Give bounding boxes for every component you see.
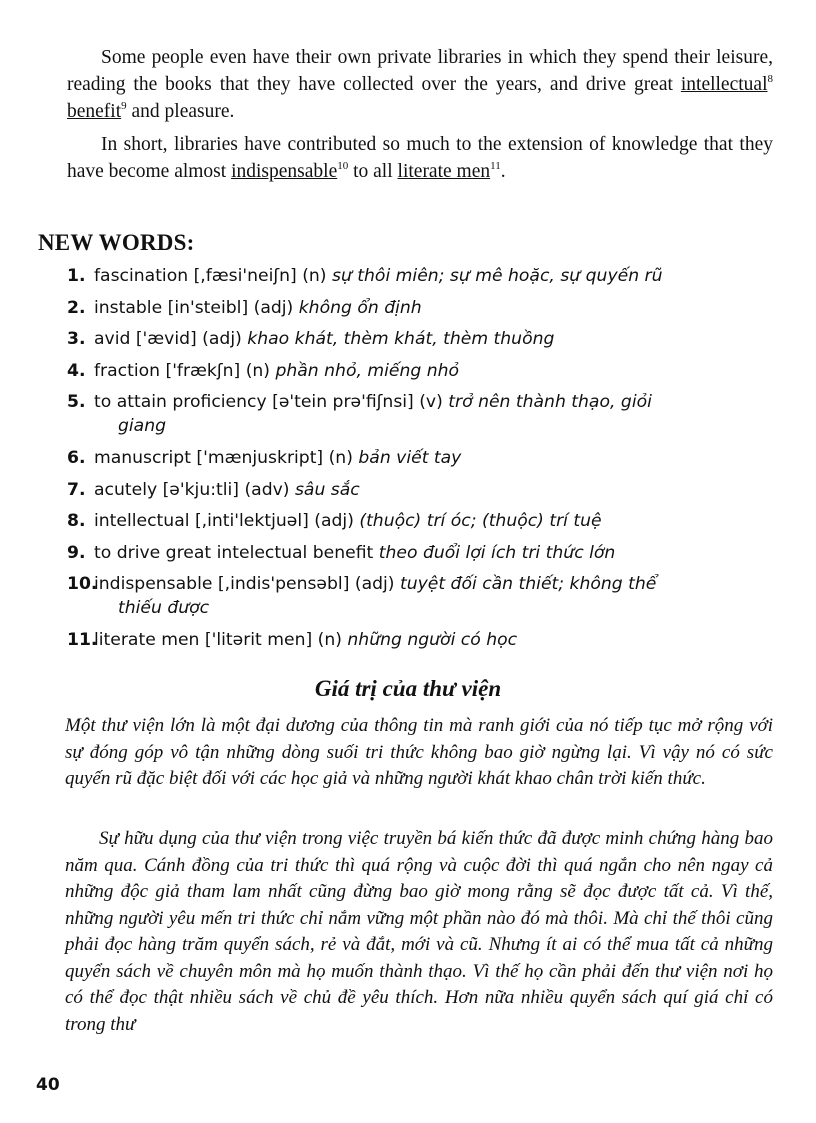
vocab-entry: fascination [,fæsi'neiʃn] (n) (94, 266, 332, 286)
english-paragraph-2: In short, libraries have contributed so much to the extension of knowledge that they have become almost indispensable$^{10}$ to all literate men$^{11}$. (67, 134, 773, 182)
glossed-word-intellectual: intellectual (680, 74, 768, 95)
vocab-meaning: khao khát, thèm khát, thèm thuồng (247, 329, 555, 350)
english-paragraph-1: Some people even have their own private libraries in which they spend their leisure, reading the books that they have collected over the years, and drive great intellectual$^8$ benefit$^9$ and pleasure. (67, 47, 773, 122)
vietnamese-paragraph-1: Một thư viện lớn là một đại dương của thông tin mà ranh giới của nó tiếp tục mở rộng với sự đóng góp vô tận những dòng suối tri thức không bao giờ ngừng lại. Vì vậy nó có sức quyến rũ đặc biệt đối với các học giả và những người khát khao chân trời kiến thức. (65, 715, 773, 789)
vocab-meaning: không ổn định (298, 297, 422, 318)
footnote-ref-9: 9 (121, 100, 127, 112)
vocab-meaning: theo đuổi lợi ích tri thức lớn (378, 542, 616, 563)
glossed-word-literate-men: literate men (397, 161, 491, 182)
vocab-meaning-continued: thiếu được (118, 598, 210, 619)
glossed-word-benefit: benefit (67, 101, 122, 122)
vocab-item-5: 5. to attain proficiency [ə'tein prə'fiʃnsi] (v) trở nên thành thạo, giỏi giang (67, 390, 779, 438)
vocab-item-1: 1. fascination [,fæsi'neiʃn] (n) sự thôi miên; sự mê hoặc, sự quyến rũ (67, 266, 663, 286)
footnote-ref-8: 8 (767, 73, 773, 85)
vocab-item-3: 3. avid ['ævid] (adj) khao khát, thèm khát, thèm thuồng (67, 329, 555, 350)
vocab-item-9: 9. to drive great intelectual benefit theo đuổi lợi ích tri thức lớn (67, 542, 616, 563)
vocab-entry: to drive great intelectual benefit (94, 542, 379, 563)
vocab-entry: instable [in'steibl] (adj) (94, 297, 299, 318)
paragraph-text: Some people even have their own private libraries in which they spend their leisure, reading the books that they have collected over the years, and drive great (67, 47, 773, 95)
new-words-list (67, 264, 779, 660)
vocab-entry: literate men ['litərit men] (n) (94, 629, 348, 650)
footnote-ref-10: 10 (337, 160, 349, 172)
vocab-meaning: bản viết tay (358, 447, 462, 468)
vocab-meaning: phần nhỏ, miếng nhỏ (275, 360, 460, 381)
vocab-meaning: (thuộc) trí óc; (thuộc) trí tuệ (359, 511, 602, 532)
vocab-meaning: những người có học (347, 629, 518, 650)
vocab-item-8: 8. intellectual [,inti'lektjuəl] (adj) (thuộc) trí óc; (thuộc) trí tuệ (67, 511, 602, 532)
vocab-entry: avid ['ævid] (adj) (94, 329, 248, 350)
vocab-meaning: sâu sắc (294, 479, 360, 500)
vocab-entry: to attain proficiency [ə'tein prə'fiʃnsi] (v) (94, 392, 449, 413)
vocab-item-10: 10. indispensable [,indis'pensəbl] (adj) tuyệt đối cần thiết; không thể thiếu được (67, 572, 779, 620)
vocab-meaning: trở nên thành thạo, giỏi (448, 392, 652, 413)
vocab-entry: fraction ['frækʃn] (n) (94, 360, 276, 381)
vocab-item-4: 4. fraction ['frækʃn] (n) phần nhỏ, miếng nhỏ (67, 360, 460, 381)
vocab-entry: intellectual [,inti'lektjuəl] (adj) (94, 511, 360, 532)
vocab-meaning-continued: giang (118, 416, 167, 437)
vietnamese-paragraph-2: Sự hữu dụng của thư viện trong việc truyền bá kiến thức đã được minh chứng hàng bao năm qua. Cánh đồng của tri thức thì quá rộng và cuộc đời thì quá ngắn cho nên ngay cả những độc giả tham lam nhất cũng đừng bao giờ mong rằng sẽ đọc được tất cả. Vì thế, những người yêu mến tri thức chỉ nắm vững một phần nào đó mà thôi. Mà chỉ thế thôi cũng phải đọc hàng trăm quyển sách, rẻ và đắt, mới và cũ. Nhưng ít ai có thể mua tất cả những quyển sách về chuyên môn mà họ muốn thành thạo. Vì thế họ cần phải đến thư viện nơi họ có thể đọc thật nhiều sách về chủ đề yêu thích. Hơn nữa nhiều quyển sách quí giá chỉ có trong thư (65, 828, 773, 1035)
vietnamese-section-title: Giá trị của thư viện (314, 676, 502, 701)
paragraph-text: In short, libraries have contributed so much to the extension of knowledge that they have become almost (67, 134, 773, 182)
vocab-entry: indispensable [,indis'pensəbl] (adj) (94, 574, 400, 595)
vocab-entry: manuscript ['mænjuskript] (n) (94, 447, 359, 468)
glossed-word-indispensable: indispensable (231, 161, 338, 182)
vocab-meaning: tuyệt đối cần thiết; không thể (399, 574, 657, 595)
vocab-item-7: 7. acutely [ə'kju:tli] (adv) sâu sắc (67, 479, 360, 500)
page-number: 40 (36, 1075, 60, 1095)
vocab-meaning: sự thôi miên; sự mê hoặc, sự quyến rũ (331, 266, 663, 286)
footnote-ref-11: 11 (490, 160, 501, 172)
vocab-item-11: 11. literate men ['litərit men] (n) những người có học (67, 629, 518, 650)
new-words-heading: NEW WORDS: (38, 230, 195, 255)
vocab-item-6: 6. manuscript ['mænjuskript] (n) bản viết tay (67, 447, 462, 468)
vocab-entry: acutely [ə'kju:tli] (adv) (94, 479, 295, 500)
vocab-item-2: 2. instable [in'steibl] (adj) không ổn định (67, 297, 422, 318)
